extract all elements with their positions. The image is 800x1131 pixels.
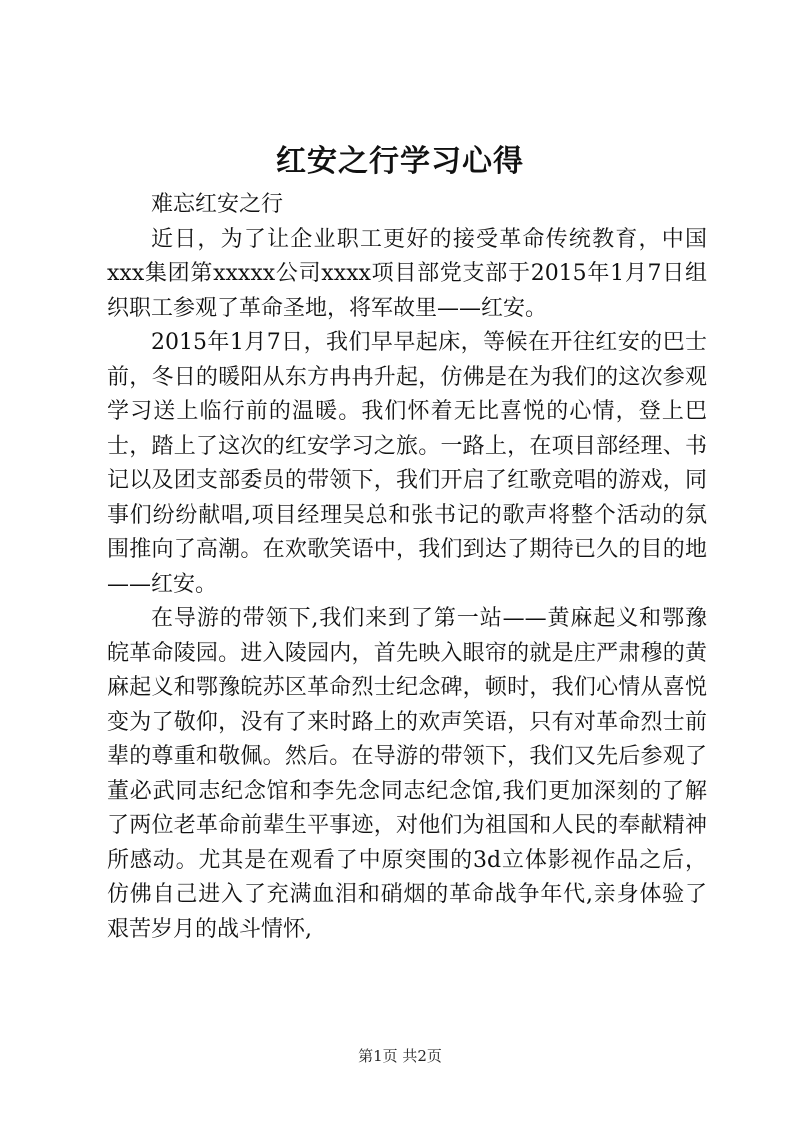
page-footer: 第1页 共2页	[358, 1047, 442, 1065]
paragraph-2: 2015年1月7日，我们早早起床，等候在开往红安的巴士前，冬日的暖阳从东方冉冉升起，仿佛是在为我们的这次参观学习送上临行前的温暖。我们怀着无比喜悦的心情，登上巴士，踏上了这次的红安学习之旅。一路上，在项目部经理、书记以及团支部委员的带领下，我们开启了红歌竞唱的游戏，同事们纷纷献唱,项目经理吴总和张书记的歌声将整个活动的氛围推向了高潮。在欢歌笑语中，我们到达了期待已久的目的地——红安。	[107, 330, 707, 597]
document-subtitle: 难忘红安之行	[151, 192, 284, 217]
document-body	[107, 188, 707, 947]
paragraph-1: 近日，为了让企业职工更好的接受革命传统教育，中国xxx集团第xxxxx公司xxxx项目部党支部于2015年1月7日组织职工参观了革命圣地，将军故里——红安。	[107, 226, 707, 321]
document-title: 红安之行学习心得	[276, 144, 524, 179]
paragraph-3: 在导游的带领下,我们来到了第一站——黄麻起义和鄂豫皖革命陵园。进入陵园内，首先映入眼帘的就是庄严肃穆的黄麻起义和鄂豫皖苏区革命烈士纪念碑，顿时，我们心情从喜悦变为了敬仰，没有了来时路上的欢声笑语，只有对革命烈士前辈的尊重和敬佩。然后。在导游的带领下，我们又先后参观了董必武同志纪念馆和李先念同志纪念馆,我们更加深刻的了解了两位老革命前辈生平事迹，对他们为祖国和人民的奉献精神所感动。尤其是在观看了中原突围的3d立体影视作品之后，仿佛自己进入了充满血泪和硝烟的革命战争年代,亲身体验了艰苦岁月的战斗情怀,	[107, 606, 707, 942]
